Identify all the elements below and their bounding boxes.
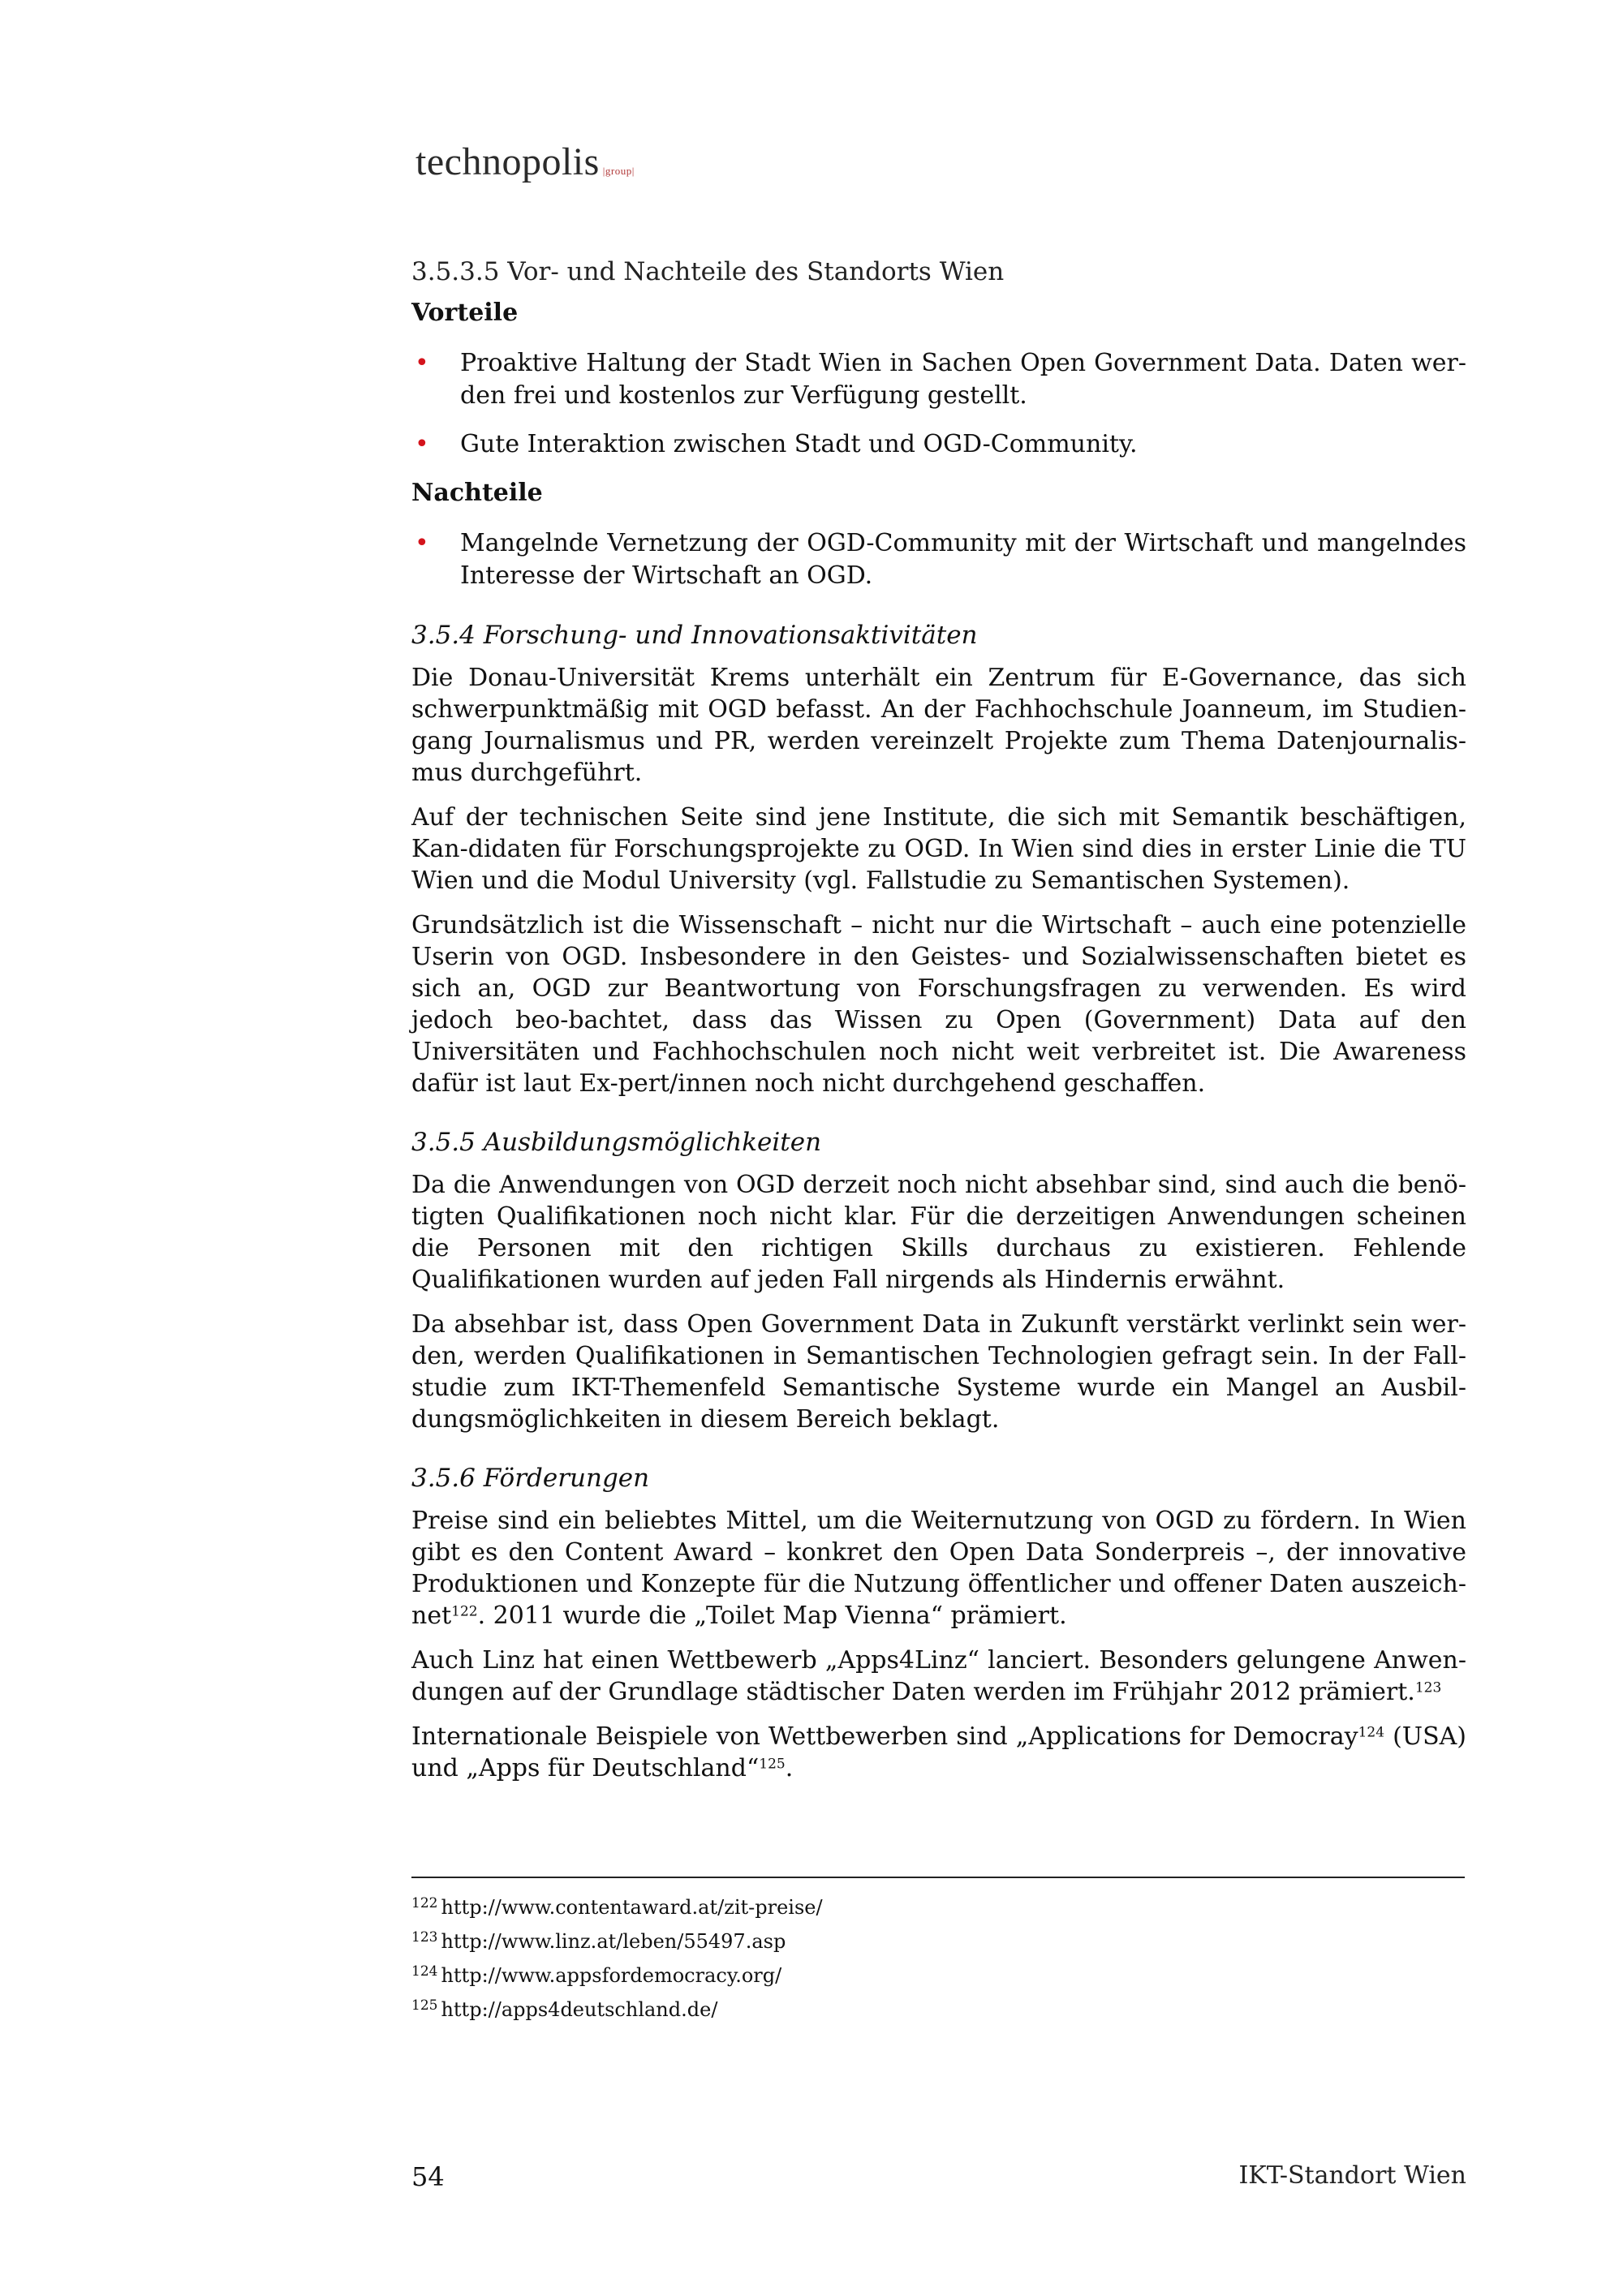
paragraph: Grundsätzlich ist die Wissenschaft – nicht nur die Wirtschaft – auch eine potenzielle Userin von OGD. Insbesondere in den Geistes- und Sozialwissenschaften bietet es sich an, OGD zur Beantwortung von Forschungsfragen zu verwenden. Es wird jedoch beo-bachtet, dass das Wissen zu Open (Government) Data auf den Universitäten und Fachhochschulen noch nicht weit verbreitet ist. Die Awareness dafür ist laut Ex-pert/innen noch nicht durchgehend geschaffen.: [411, 911, 1466, 1098]
nachteile-list: [411, 527, 1466, 592]
footnotes: [411, 1890, 1466, 2027]
main-content: [411, 255, 1466, 1797]
footnote-ref[interactable]: 124: [1358, 1724, 1385, 1741]
footnote-ref[interactable]: 125: [759, 1756, 786, 1773]
paragraph: Auch Linz hat einen Wettbewerb „Apps4Linz“ lanciert. Besonders gelungene Anwen-dungen auf der Grundlage städtischer Daten werden im Frühjahr 2012 prämiert.$^{123}$: [411, 1646, 1466, 1706]
section-heading-356: 3.5.6 Förderungen: [411, 1464, 650, 1493]
footnote-link[interactable]: http://www.contentaward.at/zit-preise/: [441, 1896, 823, 1919]
bullet-icon: •: [415, 529, 429, 557]
vorteile-label: Vorteile: [411, 299, 519, 327]
section-heading-355: 3.5.5 Ausbildungsmöglichkeiten: [411, 1128, 822, 1157]
section-heading-35335: 3.5.3.5 Vor- und Nachteile des Standorts Wien: [411, 257, 1005, 286]
footnote-link[interactable]: http://www.appsfordemocracy.org/: [441, 1964, 782, 1987]
paragraph: Auf der technischen Seite sind jene Institute, die sich mit Semantik beschäftigen, Kan-didaten für Forschungsprojekte zu OGD. In Wien sind dies in erster Linie die TU Wien und die Modul University (vgl. Fallstudie zu Semantischen Systemen).: [411, 803, 1466, 895]
footnote-ref[interactable]: 122: [451, 1603, 478, 1620]
section-heading-354: 3.5.4 Forschung- und Innovationsaktivitäten: [411, 621, 978, 650]
footnote-link[interactable]: http://apps4deutschland.de/: [441, 1998, 718, 2021]
nachteile-label: Nachteile: [411, 479, 543, 507]
footnote-link[interactable]: http://www.linz.at/leben/55497.asp: [441, 1930, 786, 1953]
logo-suffix: |group|: [602, 165, 635, 177]
footnote-separator: [411, 1877, 1465, 1878]
page-number: 54: [411, 2161, 445, 2192]
vorteile-list: [411, 347, 1466, 461]
footnote-item: $^{125}$ http://apps4deutschland.de/: [411, 1997, 718, 2021]
bullet-icon: •: [415, 430, 429, 458]
footnote-item: $^{124}$ http://www.appsfordemocracy.org/: [411, 1963, 782, 1987]
list-item: • Gute Interaktion zwischen Stadt und OGD-Community.: [411, 428, 1466, 461]
paragraph: Da die Anwendungen von OGD derzeit noch nicht absehbar sind, sind auch die benö-tigten Qualifikationen noch nicht klar. Für die derzeitigen Anwendungen scheinen die Personen mit den richtigen Skills durchaus zu existieren. Fehlende Qualifikationen wurden auf jeden Fall nirgends als Hindernis erwähnt.: [411, 1171, 1466, 1294]
footnote-item: $^{123}$ http://www.linz.at/leben/55497.asp: [411, 1929, 786, 1953]
footnote-item: $^{122}$ http://www.contentaward.at/zit-preise/: [411, 1895, 823, 1919]
paragraph: Die Donau-Universität Krems unterhält ein Zentrum für E-Governance, das sich schwerpunktmäßig mit OGD befasst. An der Fachhochschule Joanneum, im Studien-gang Journalismus und PR, werden vereinzelt Projekte zum Thema Datenjournalis-mus durchgeführt.: [411, 664, 1466, 787]
technopolis-logo: [415, 140, 635, 184]
paragraph: Internationale Beispiele von Wettbewerben sind „Applications for Democray$^{124}$ (USA) und „Apps für Deutschland“$^{125}$.: [411, 1722, 1466, 1782]
list-item: • Mangelnde Vernetzung der OGD-Community mit der Wirtschaft und mangelndes Interesse der Wirtschaft an OGD.: [415, 529, 1466, 590]
footnote-ref[interactable]: 123: [1414, 1679, 1442, 1696]
paragraph: Preise sind ein beliebtes Mittel, um die Weiternutzung von OGD zu fördern. In Wien gibt es den Content Award – konkret den Open Data Sonderpreis –, der innovative Produktionen und Konzepte für die Nutzung öffentlicher und offener Daten auszeich-net$^{122}$. 2011 wurde die „Toilet Map Vienna“ prämiert.: [411, 1507, 1466, 1630]
list-item: • Proaktive Haltung der Stadt Wien in Sachen Open Government Data. Daten wer-den frei und kostenlos zur Verfügung gestellt.: [415, 349, 1466, 410]
running-footer-title: IKT-Standort Wien: [1238, 2161, 1466, 2190]
logo-text: technopolis: [415, 140, 600, 183]
paragraph: Da absehbar ist, dass Open Government Data in Zukunft verstärkt verlinkt sein wer-den, werden Qualifikationen in Semantischen Technologien gefragt sein. In der Fall-studie zum IKT-Themenfeld Semantische Systeme wurde ein Mangel an Ausbil-dungsmöglichkeiten in diesem Bereich beklagt.: [411, 1310, 1466, 1434]
bullet-icon: •: [415, 349, 429, 377]
